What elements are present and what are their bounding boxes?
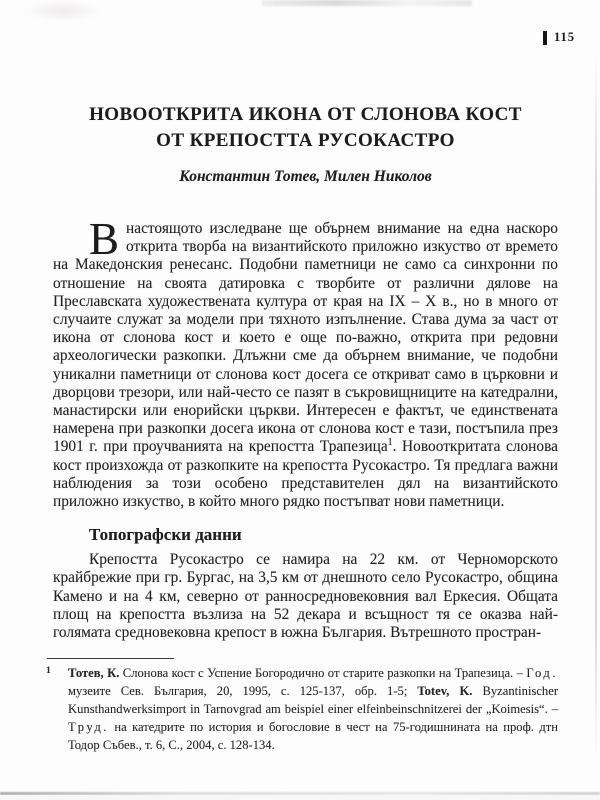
- footnote-segment: Totev, K.: [417, 684, 473, 699]
- intro-text-after-note: . Новооткритата слонова кост произхожда от разкопките на крепостта Русокастро. Тя предлага важни наблюдения за този особено представителен дял на византийското приложно изкуство, в който много рядко постъпват нови паметници.: [53, 438, 558, 511]
- text-column: [53, 0, 558, 642]
- scan-artifact-below-page: [0, 795, 600, 800]
- drop-cap-letter: В: [89, 214, 120, 264]
- article-title: [53, 102, 558, 154]
- scan-artifact-page-bottom-edge: [0, 792, 600, 795]
- footnote-1: [46, 664, 559, 754]
- scan-artifact-page-right-edge: [595, 55, 597, 760]
- footnote-segment: Год.: [526, 666, 558, 680]
- footnote-segment: Слонова кост с Успение Богородично от старите разкопки на Трапезица. –: [119, 666, 527, 680]
- footnote-area: [46, 658, 559, 754]
- footnote-segment: Труд.: [68, 720, 109, 735]
- footnote-segment: на катедрите по история и богословие в чест на 75-годишнината на проф. дтн Тодор Събев., т. 6, С., 2004, с. 128-134.: [68, 720, 558, 753]
- footnote-segment: Тотев, К.: [68, 666, 120, 680]
- footnote-marker: 1: [46, 666, 51, 676]
- footnote-separator-rule: [47, 658, 174, 659]
- footnote-segment: Byzantinischer Kunsthandwerksimport in Tarnovgrad am beispiel einer elfeinbeinschnitzerei der „Koimesis“. –: [68, 684, 559, 717]
- footnote-segment: музеите Сев. България, 20, 1995, с. 125-137, обр. 1-5;: [68, 684, 418, 699]
- article-title-line-1: НОВООТКРИТА ИКОНА ОТ СЛОНОВА КОСТ: [89, 104, 522, 125]
- authors-line: Константин Тотев, Милен Николов: [179, 168, 432, 185]
- topography-paragraph: Крепостта Русокастро се намира на 22 км. от Черноморското крайбрежие при гр. Бургас, на 3,5 км от днешното село Русокастро, община Камено и на 4 км, северно от ранносредновековния вал Еркесия. Общата площ на крепостта възлиза на 52 декара и всъщност тя се оказва най-голямата средновековна крепост в южна България. Вътрешното простран-: [53, 551, 558, 642]
- intro-paragraph: [53, 214, 558, 511]
- footnote-reference-1: 1: [387, 437, 393, 449]
- intro-text-before-note: настоящото изследване ще обърнем внимание на една наскоро открита творба на византийското приложно изкуство от времето на Македонския ренесанс. Подобни паметници не само са синхронни по отношение на своята датировка с творбите от различни дялове на Преславската художествената култура от края на IX – X в., но в много от случаите служат за модели при тяхното изпълнение. Става дума за част от икона от слонова кост и което е още по-важно, открита при редовни археологически разкопки. Длъжни сме да обърнем внимание, че подобни уникални паметници от слонова кост досега се откриват само в църковни и дворцови трезори, или най-често се пазят в съкровищниците на катедрални, манастирски или енорийски църкви. Интересен е фактът, че единствената намерена при разкопки досега икона от слонова кост е тази, постъпила през 1901 г. при проучванията на крепостта Трапезица: [53, 220, 558, 456]
- page-number-value: 115: [553, 30, 575, 44]
- article-title-line-2: ОТ КРЕПОСТТА РУСОКАСТРО: [156, 130, 455, 151]
- section-heading-topography: Топографски данни: [89, 525, 242, 545]
